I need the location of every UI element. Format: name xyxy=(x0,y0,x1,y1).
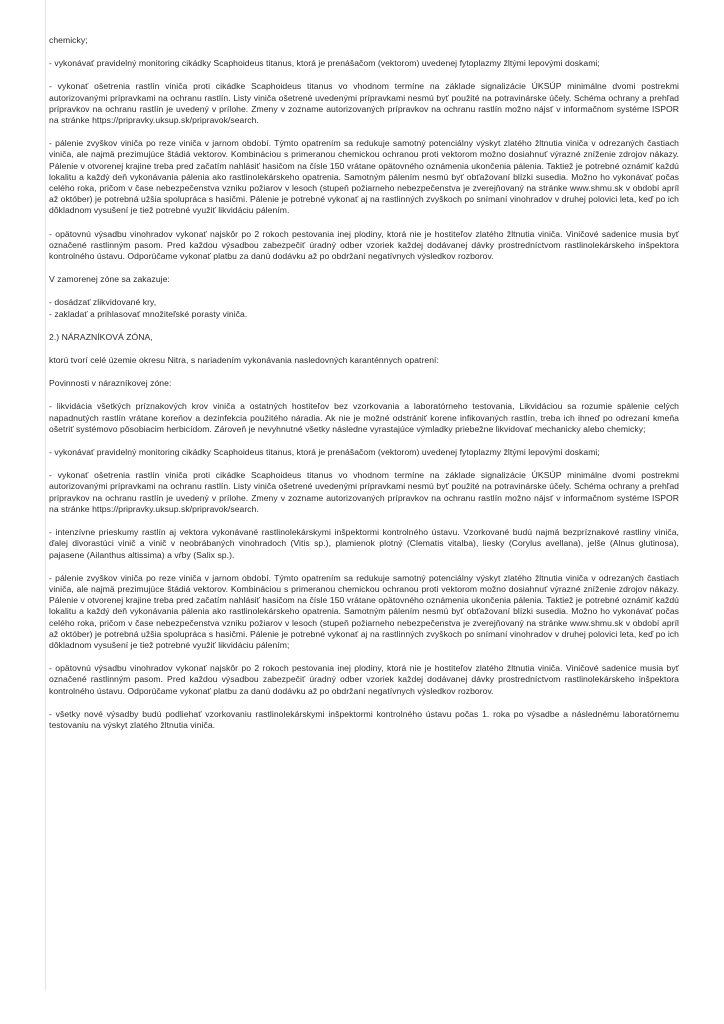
list-item-prohibition-2: - zakladať a prihlasovať množiteľské porasty viniča. xyxy=(49,308,248,319)
paragraph-buffer-duties-heading: Povinnosti v nárazníkovej zóne: xyxy=(49,378,172,389)
paragraph-spraying: - vykonať ošetrenia rastlín viniča proti cikádke Scaphoideus titanus vo vhodnom termíne na základe signalizácie ÚKSÚP minimálne dvomi postrekmi autorizovanými prípravkami na ochranu rastlín. Listy viniča ošetrené uvedenými prípravkami nesmú byť použité na potravinárske účely. Schéma ochrany a prehľad prípravkov na ochranu rastlín je uvedený v prílohe. Zmeny v zozname autorizovaných prípravkov na ochranu rastlín možno nájsť v informačnom systéme ISPOR na stránke https://pripravky.uksup.sk/pripravok/search. xyxy=(49,81,679,126)
list-item-prohibition-1: - dosádzať zlikvidované kry, xyxy=(49,297,157,308)
paragraph-surveys: - intenzívne prieskumy rastlín aj vektora vykonávané rastlinolekárskymi inšpektormi kontrolného ústavu. Vzorkované budú najmä bezpríznakové rastliny viniča, ďalej divorastúci vinič a vinič v neobrábaných vinohradoch (Vitis sp.), plamienok plotný (Clematis vitalba), lieskу (Corylus avellana), jelše (Alnus glutinosa), pajasene (Ailanthus altissima) a vŕby (Salix sp.). xyxy=(49,527,679,560)
paragraph-monitoring-2: - vykonávať pravidelný monitoring cikádky Scaphoideus titanus, ktorá je prenášačom (vektorom) uvedenej fytoplazmy žltými lepovými doskami; xyxy=(49,447,600,458)
document-body xyxy=(49,35,679,731)
left-margin-rule xyxy=(45,0,46,990)
paragraph-buffer-zone-scope: ktorú tvorí celé územie okresu Nitra, s nariadením vykonávania nasledovných karanténnych opatrení: xyxy=(49,355,439,366)
paragraph-prohibitions-heading: V zamorenej zóne sa zakazuje: xyxy=(49,274,170,285)
paragraph-chemicky: chemicky; xyxy=(49,35,88,45)
paragraph-liquidation: - likvidácia všetkých príznakových krov viniča a ostatných hostiteľov bez vzorkovania a laboratórneho testovania, Likvidáciou sa rozumie spálenie celých napadnutých rastlín vrátane koreňov a dezinfekcia použitého náradia. Ak nie je možné odstrániť korene infikovaných rastlín, treba ich ihneď po odrezaní kmeňa ošetriť systémovo pôsobiacim herbicídom. Zároveň je nevyhnutné všetky následne vyrastajúce výmladky priebežne likvidovať mechanicky alebo chemicky; xyxy=(49,401,679,434)
paragraph-replanting: - opätovnú výsadbu vinohradov vykonať najskôr po 2 rokoch pestovania inej plodiny, ktorá nie je hostiteľov zlatého žltnutia viniča. Viničové sadenice musia byť označené rastlinným pasom. Pred každou výsadbou zabezpečiť úradný odber vzoriek každej dodávanej dávky prostredníctvom rastlinolekárskeho inšpektora kontrolného ústavu. Odporúčame vykonať platbu za danú dodávku až po obdržaní negatívnych výsledkov rozborov. xyxy=(49,228,679,262)
paragraph-burning: - pálenie zvyškov viniča po reze viniča v jarnom období. Týmto opatrením sa redukuje samotný potenciálny výskyt zlatého žltnutia viniča v odrezaných častiach viniča, ale najmä prezimujúce štádiá vektorov. Kombináciou s primeranou chemickou ochranou proti vektorom možno dosiahnuť výrazné zníženie zdrojov nákazy. Pálenie v otvorenej krajine treba pred začatím nahlásiť hasičom na čísle 150 vrátane opätovného oznámenia ukončenia pálenia. Taktiež je potrebné oznámiť každú lokalitu a každý deň vykonávania pálenia ako rastlinolekárskeho opatrenia. Samotným pálením nesmú byť obťažovaní blízki susedia. Možno ho vykonávať počas celého roka, pričom v čase nebezpečenstva vzniku požiarov v lesoch (stupeň požiarneho nebezpečenstva je zverejňovaný na stránke www.shmu.sk v období apríl až október) je potrebná užšia spolupráca s hasičmi. Pálenie je potrebné vykonať aj na rastlinných zvyškoch po snímaní vinohradov v druhej polovici leta, keď po ich dôkladnom vysušení je tiež potrebné využiť likvidáciu pálením. xyxy=(49,138,679,216)
paragraph-burning-2: - pálenie zvyškov viniča po reze viniča v jarnom období. Týmto opatrením sa redukuje samotný potenciálny výskyt zlatého žltnutia viniča v odrezaných častiach viniča, ale najmä prezimujúce štádiá vektorov. Kombináciou s primeranou chemickou ochranou proti vektorom možno dosiahnuť výrazné zníženie zdrojov nákazy. Pálenie v otvorenej krajine treba pred začatím nahlásiť hasičom na čísle 150 vrátane opätovného oznámenia ukončenia pálenia. Taktiež je potrebné oznámiť každú lokalitu a každý deň vykonávania pálenia ako rastlinolekárskeho opatrenia. Samotným pálením nesmú byť obťažovaní blízki susedia. Možno ho vykonávať počas celého roka, pričom v čase nebezpečenstva vzniku požiarov v lesoch (stupeň požiarneho nebezpečenstva je zverejňovaný na stránke www.shmu.sk v období apríl až október) je potrebná užšia spolupráca s hasičmi. Pálenie je potrebné vykonať aj na rastlinných zvyškoch po snímaní vinohradov v druhej polovici leta, keď po ich dôkladnom vysušení je tiež potrebné využiť likvidáciu pálením; xyxy=(49,572,679,650)
paragraph-replanting-2: - opätovnú výsadbu vinohradov vykonať najskôr po 2 rokoch pestovania inej plodiny, ktorá nie je hostiteľov zlatého žltnutia viniča. Viničové sadenice musia byť označené rastlinným pasom. Pred každou výsadbou zabezpečiť úradný odber vzoriek každej dodávanej dávky prostredníctvom rastlinolekárskeho inšpektora kontrolného ústavu. Odporúčame vykonať platbu za danú dodávku až po obdržaní negatívnych výsledkov rozborov. xyxy=(49,663,679,696)
section-heading-buffer-zone: 2.) NÁRAZNÍKOVÁ ZÓNA, xyxy=(49,331,153,342)
paragraph-new-plantings: - všetky nové výsadby budú podliehať vzorkovaniu rastlinolekárskymi inšpektormi kontrolného ústavu počas 1. roka po výsadbe a následnému laboratórnemu testovaniu na výskyt zlatého žltnutia viniča. xyxy=(49,708,679,730)
paragraph-monitoring: - vykonávať pravidelný monitoring cikádky Scaphoideus titanus, ktorá je prenášačom (vektorom) uvedenej fytoplazmy žltými lepovými doskami; xyxy=(49,58,600,69)
paragraph-spraying-2: - vykonať ošetrenia rastlín viniča proti cikádke Scaphoideus titanus vo vhodnom termíne na základe signalizácie ÚKSÚP minimálne dvomi postrekmi autorizovanými prípravkami na ochranu rastlín. Listy viniča ošetrené uvedenými prípravkami nesmú byť použité na potravinárske účely. Schéma ochrany a prehľad prípravkov na ochranu rastlín je uvedený v prílohe. Zmeny v zozname autorizovaných prípravkov na ochranu rastlín možno nájsť v informačnom systéme ISPOR na stránke https://pripravky.uksup.sk/pripravok/search. xyxy=(49,470,679,514)
